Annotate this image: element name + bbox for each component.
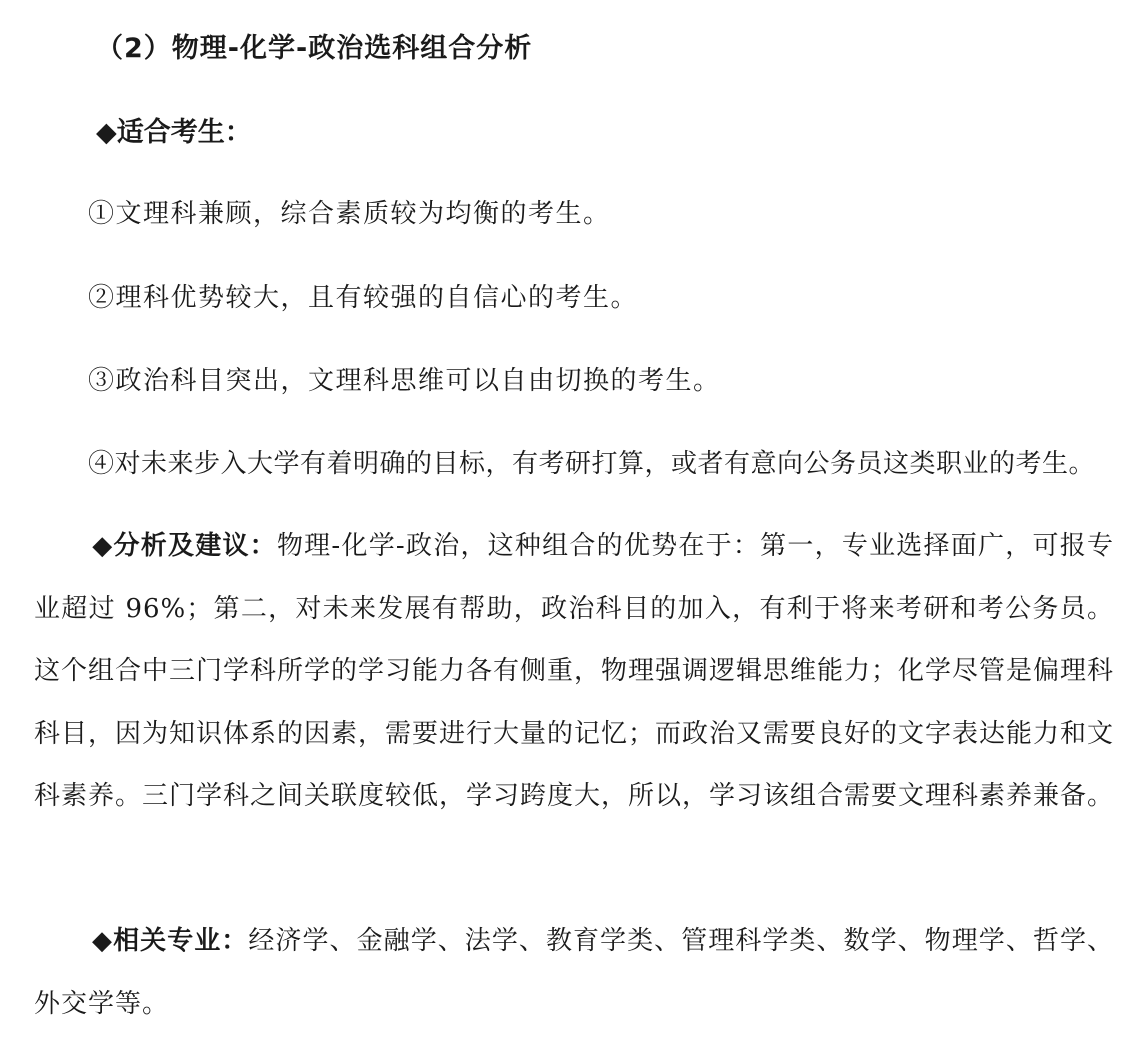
analysis-paragraph: [34, 515, 1114, 828]
suitable-students-label: ◆适合考生：: [96, 117, 252, 148]
suitable-item-2: ②理科优势较大，且有较强的自信心的考生。: [88, 283, 639, 313]
suitable-item-3: ③政治科目突出，文理科思维可以自由切换的考生。: [88, 366, 721, 396]
related-majors-label: ◆相关专业：: [92, 926, 249, 956]
related-majors-text: 经济学、金融学、法学、教育学类、管理科学类、数学、物理学、哲学、外交学等。: [34, 926, 1114, 1019]
analysis-text: 物理-化学-政治，这种组合的优势在于：第一，专业选择面广，可报专业超过 96%；第二，对未来发展有帮助，政治科目的加入，有利于将来考研和考公务员。这个组合中三门学科所学的学习能力各有侧重，物理强调逻辑思维能力；化学尽管是偏理科科目，因为知识体系的因素，需要进行大量的记忆；而政治又需要良好的文字表达能力和文科素养。三门学科之间关联度较低，学习跨度大，所以，学习该组合需要文理科素养兼备。: [34, 531, 1115, 811]
suitable-item-1: ①文理科兼顾，综合素质较为均衡的考生。: [88, 199, 611, 229]
page-title: （2）物理-化学-政治选科组合分析: [96, 33, 533, 64]
suitable-item-4: ④对未来步入大学有着明确的目标，有考研打算，或者有意向公务员这类职业的考生。: [88, 449, 1096, 479]
analysis-label: ◆分析及建议：: [92, 531, 277, 561]
related-majors-paragraph: [34, 910, 1114, 1035]
